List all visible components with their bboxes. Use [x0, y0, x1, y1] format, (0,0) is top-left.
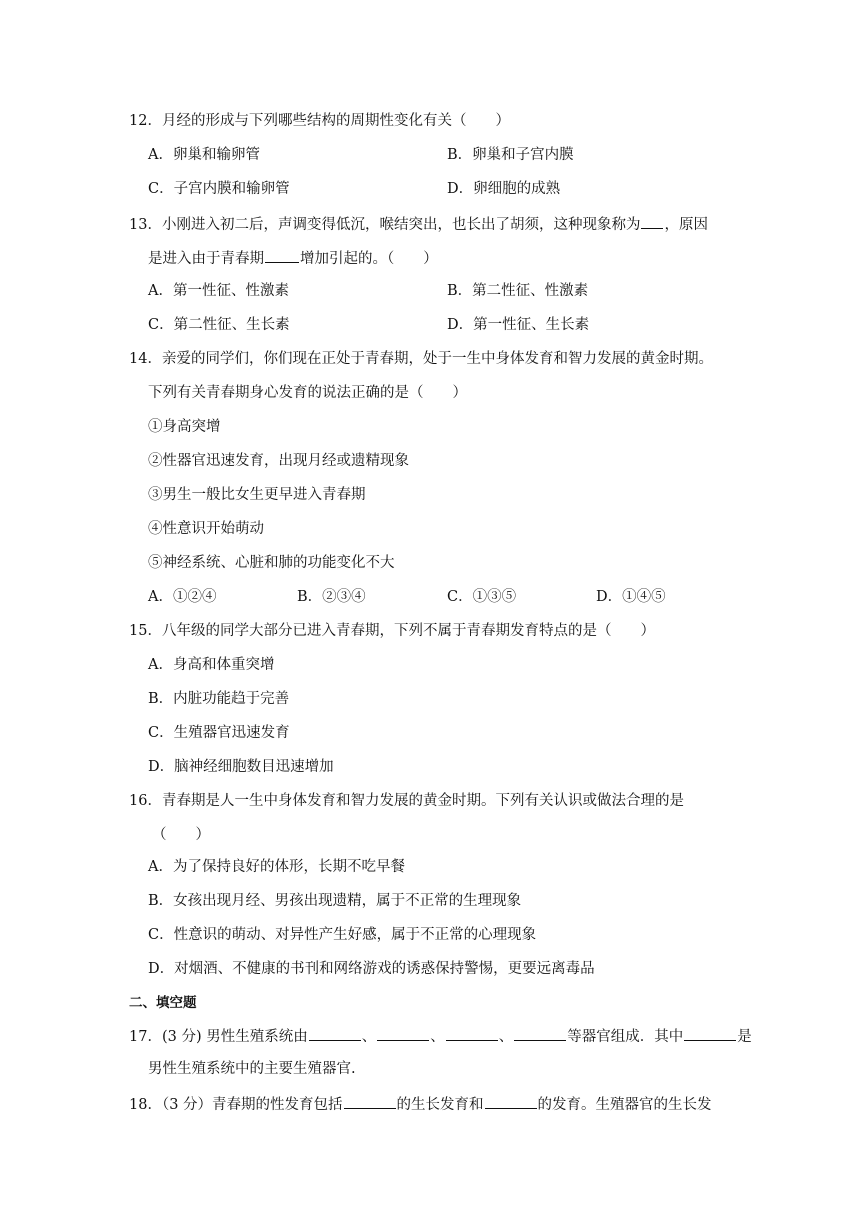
q14-option-b: B．②③④ — [297, 589, 366, 605]
q13-stem-text-a: 13．小刚进入初二后，声调变得低沉，喉结突出，也长出了胡须，这种现象称为 — [129, 217, 641, 233]
question-14-stem: 14．亲爱的同学们，你们现在正处于青春期，处于一生中身体发育和智力发展的黄金时期。 — [129, 351, 713, 367]
q18-blank-1 — [344, 1093, 396, 1109]
q12-option-b: B．卵巢和子宫内膜 — [447, 147, 574, 163]
q13-blank-2 — [265, 247, 299, 263]
q17-blank-4 — [514, 1025, 566, 1041]
q18-text-b: 的生长发育和 — [396, 1097, 484, 1113]
q13-blank-1 — [641, 213, 663, 229]
q14-statement-2: ②性器官迅速发育，出现月经或遗精现象 — [148, 453, 409, 469]
q14-statement-5: ⑤神经系统、心脏和肺的功能变化不大 — [148, 555, 395, 571]
q15-option-a: A．身高和体重突增 — [148, 657, 275, 673]
q18-text-c: 的发育。生殖器官的生长发 — [537, 1097, 712, 1113]
q13-stem-text-b: ，原因 — [664, 217, 708, 233]
q18-blank-2 — [485, 1093, 537, 1109]
q17-sep-3: 、 — [498, 1029, 514, 1045]
q16-option-d: D．对烟酒、不健康的书刊和网络游戏的诱惑保持警惕，更要远离毒品 — [148, 961, 595, 977]
question-16-line2: （ ） — [152, 827, 210, 843]
q14-statement-3: ③男生一般比女生更早进入青春期 — [148, 487, 366, 503]
question-17-stem — [129, 1025, 752, 1047]
q12-option-a: A．卵巢和输卵管 — [148, 147, 260, 163]
q16-option-a: A．为了保持良好的体形，长期不吃早餐 — [148, 859, 405, 875]
q14-option-d: D．①④⑤ — [596, 589, 666, 605]
question-12-stem: 12．月经的形成与下列哪些结构的周期性变化有关（ ） — [129, 113, 510, 129]
q17-blank-1 — [309, 1025, 361, 1041]
q15-option-d: D．脑神经细胞数目迅速增加 — [148, 759, 334, 775]
q15-option-b: B．内脏功能趋于完善 — [148, 691, 290, 707]
q15-option-c: C．生殖器官迅速发育 — [148, 725, 290, 741]
q13-line2-text-a: 是进入由于青春期 — [148, 251, 264, 267]
q17-text-c: 是 — [737, 1029, 752, 1045]
question-14-line2: 下列有关青春期身心发育的说法正确的是（ ） — [148, 385, 467, 401]
q13-option-d: D．第一性征、生长素 — [447, 317, 590, 333]
q16-option-b: B．女孩出现月经、男孩出现遗精，属于不正常的生理现象 — [148, 893, 522, 909]
question-16-stem: 16．青春期是人一生中身体发育和智力发展的黄金时期。下列有关认识或做法合理的是 — [129, 793, 684, 809]
q13-option-a: A．第一性征、性激素 — [148, 283, 289, 299]
q14-option-c: C．①③⑤ — [447, 589, 517, 605]
q14-option-a: A．①②④ — [148, 589, 217, 605]
q17-text-a: 17．(3 分) 男性生殖系统由 — [129, 1029, 308, 1045]
question-13-line2 — [148, 247, 438, 269]
q17-blank-5 — [684, 1025, 736, 1041]
q12-option-d: D．卵细胞的成熟 — [447, 181, 561, 197]
question-18-stem — [129, 1093, 712, 1115]
question-13-stem — [129, 213, 708, 235]
question-15-stem: 15．八年级的同学大部分已进入青春期，下列不属于青春期发育特点的是（ ） — [129, 623, 655, 639]
q16-option-c: C．性意识的萌动、对异性产生好感，属于不正常的心理现象 — [148, 927, 537, 943]
section-title-fill-in: 二、填空题 — [129, 995, 197, 1011]
q13-line2-text-b: 增加引起的。（ ） — [300, 251, 438, 267]
q12-option-c: C．子宫内膜和输卵管 — [148, 181, 290, 197]
q17-sep-1: 、 — [361, 1029, 377, 1045]
q13-option-c: C．第二性征、生长素 — [148, 317, 290, 333]
q18-text-a: 18．（3 分）青春期的性发育包括 — [129, 1097, 343, 1113]
q17-blank-3 — [446, 1025, 498, 1041]
q13-option-b: B．第二性征、性激素 — [447, 283, 589, 299]
question-17-line2: 男性生殖系统中的主要生殖器官. — [148, 1061, 356, 1077]
q17-sep-2: 、 — [430, 1029, 445, 1045]
q17-blank-2 — [377, 1025, 429, 1041]
q14-statement-1: ①身高突增 — [148, 419, 221, 435]
q17-text-b: 等器官组成．其中 — [567, 1029, 684, 1045]
q14-statement-4: ④性意识开始萌动 — [148, 521, 264, 537]
